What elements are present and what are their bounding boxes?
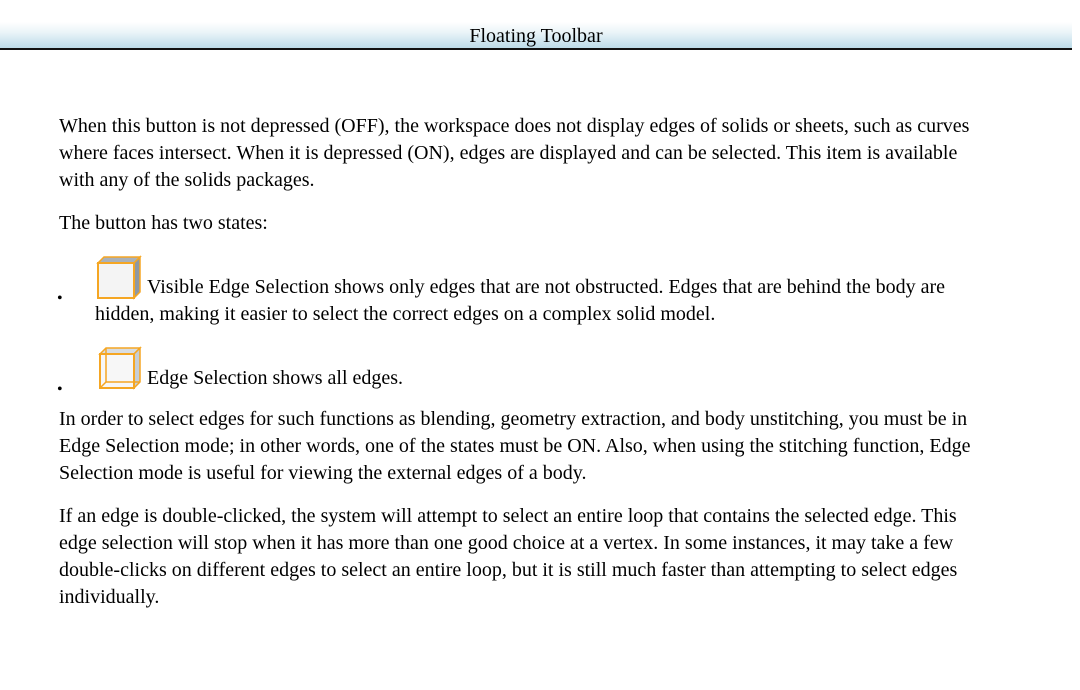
edge-selection-icon [95,346,143,392]
bullet-dot: • [57,290,63,307]
bullet-dot: • [57,381,63,398]
edge-selection-text: Edge Selection shows all edges. [147,367,404,389]
visible-edge-selection-text: Visible Edge Selection shows only edges that are not obstructed. Edges that are behind the body are hidden, making it easier to select the correct edges on a complex solid model. [95,276,946,325]
list-item-edge-selection [57,346,994,398]
edge-selection-mode-paragraph: In order to select edges for such functions as blending, geometry extraction, and body unstitching, you must be in Edge Selection mode; in other words, one of the states must be ON. Also, when using the stitching function, Edge Selection mode is useful for viewing the external edges of a body. [59,408,971,484]
states-intro: The button has two states: [59,212,268,234]
intro-paragraph: When this button is not depressed (OFF), the workspace does not display edges of solids or sheets, such as curves where faces intersect. When it is depressed (ON), edges are displayed and can be selected. This item is available with any of the solids packages. [59,115,970,191]
page-header [0,22,1072,50]
double-click-paragraph: If an edge is double-clicked, the system will attempt to select an entire loop that contains the selected edge. This edge selection will stop when it has more than one good choice at a vertex. In some instances, it may take a few double-clicks on different edges to select an entire loop, but it is still much faster than attempting to select edges individually. [59,505,958,608]
visible-edge-selection-icon [95,255,143,301]
page-title: Floating Toolbar [469,25,603,47]
list-item-visible-edge-selection [59,255,994,328]
document-body [59,113,994,611]
